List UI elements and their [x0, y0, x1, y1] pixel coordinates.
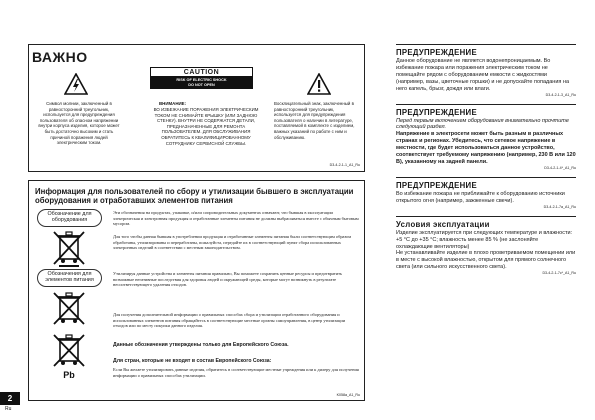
pb-label: Pb	[63, 370, 75, 380]
disposal-paragraph: Эти обозначения на продуктах, упаковке, и/или сопроводительных документах означают, что бывшая в эксплуатации электрическая и электронная продукция и отработанные элементы питания не должны выбрасываться вместе с обычным бытовым мусором.	[113, 210, 359, 227]
reference-code: D3-4-2-1-7c*_A1_Ru	[542, 271, 576, 276]
fire-warning-text: Во избежание пожара не приближайте к оборудованию источники открытого огня (например, зажженные свечи).	[396, 190, 565, 204]
crossed-bin-icon	[49, 289, 89, 327]
warning-intro-text: Перед первым включением оборудования внимательно прочтите следующий раздел.	[396, 117, 569, 131]
warning-text: Данное оборудование не является водонепроницаемым. Во избежание пожара или поражения электрическим током не помещайте рядом с оборудованием емкости с жидкостями (например, вазы, цветочные горшки) и не допускайте попадания на него капель, брызг, дождя или влаги.	[396, 58, 570, 92]
caution-text: ВО ИЗБЕЖАНИЕ ПОРАЖЕНИЯ ЭЛЕКТРИЧЕСКИМ ТОКОМ НЕ СНИМАЙТЕ КРЫШКУ (ИЛИ ЗАДНЮЮ СТЕНКУ). ВНУТРИ НЕ СОДЕРЖАТСЯ ДЕТАЛИ, ПРЕДНАЗНАЧЕННЫЕ ДЛЯ РЕМОНТА ПОЛЬЗОВАТЕЛЕМ. ДЛЯ ОБСЛУЖИВАНИЯ ОБРАТИТЕСЬ К КВАЛИФИЦИРОВАННОМУ СОТРУДНИКУ СЕРВИСНОЙ СЛУЖБЫ.	[153, 107, 259, 146]
placement-text: Не устанавливайте изделие в плохо проветриваемом помещении или в месте с высокой влажностью, открытом для прямого солнечного света (или сильного искусственного света).	[396, 250, 576, 271]
operating-conditions-heading: Условия эксплуатации	[396, 216, 576, 229]
disposal-paragraph: Если Вы желаете утилизировать данные изделия, обратитесь в соответствующие местные учреждения или к дилеру для получения информации о правильных способах утилизации.	[113, 367, 359, 378]
equipment-symbol-label: Обозначение для оборудования	[37, 209, 102, 227]
page-number: 2	[0, 392, 20, 405]
caution-label: CAUTION RISK OF ELECTRIC SHOCK DO NOT OPEN	[150, 67, 253, 89]
disposal-paragraph: Утилизируя данные устройства и элементы питания правильно, Вы поможете сохранить ценные ресурсы и предотвратить возможные негативные последствия для здоровья людей и окружающей среды, которые могут возникнуть в результате несоответствующего удаления отходов.	[113, 271, 343, 288]
operating-conditions-text: Изделие эксплуатируется при следующих температуре и влажности:	[396, 229, 573, 236]
disposal-paragraph: Для того чтобы данная бывшая в употреблении продукция и отработанные элементы питания были соответствующим образом обработаны, утилизированы и переработаны, пожалуйста, передайте их в соответствующий пункт сбора использованных электронных изделий в соответствии с местным законодательством.	[113, 234, 352, 251]
caution-risk-text: RISK OF ELECTRIC SHOCK	[176, 78, 227, 82]
caution-heading: ВНИМАНИЕ:	[159, 101, 187, 106]
warning-heading: ПРЕДУПРЕЖДЕНИЕ	[396, 177, 576, 190]
exclamation-symbol-description: Восклицательный знак, заключенный в равносторонний треугольник, используется для предупреждения пользователя о наличии в литературе, поставляемой в комплекте с изделием, важных указаний по работе с ним и обслуживанию.	[274, 101, 355, 140]
reference-code: K058a_A1_Ru	[336, 393, 360, 397]
exclamation-warning-icon	[307, 73, 331, 95]
crossed-bin-icon	[49, 227, 89, 267]
voltage-warning-text: Напряжение в электросети может быть разным в различных странах и регионах. Убедитесь, что сетевое напряжение в местности, где будет использоваться данное устройство, соответствует требуемому напряжению (например, 230 В или 120 В), указанному на задней панели.	[396, 131, 576, 165]
important-title: ВАЖНО	[32, 49, 88, 65]
reference-code: D3-4-2-1-3_A1_Ru	[545, 92, 576, 97]
warnings-column	[396, 44, 576, 282]
language-code: Ru	[5, 406, 12, 412]
reference-code: D3-4-2-1-1_A1_Ru	[329, 163, 360, 167]
lightning-symbol-description: Символ молнии, заключенный в равносторонний треугольник, используется для предупреждения пользователя об опасном напряжении внутри корпуса изделия, которое может быть достаточно высоким и стать причиной поражения людей электрическим током.	[38, 101, 120, 146]
reference-code: D3-4-2-1-4*_A1_Ru	[544, 165, 576, 170]
reference-code: D3-4-2-1-7a_A1_Ru	[543, 204, 576, 209]
disposal-info-title: Информация для пользователей по сбору и утилизации бывшего в эксплуатации оборудования и отработавших элементов питания	[35, 187, 354, 205]
disposal-paragraph: Для получения дополнительной информации о правильных способах сбора и утилизации отработанного оборудования и использованных элементов питания обращайтесь в соответствующие местные органы самоуправления, в центр утилизации отходов или по месту покупки данного изделия.	[113, 312, 346, 329]
lightning-warning-icon	[64, 73, 88, 95]
warning-heading: ПРЕДУПРЕЖДЕНИЕ	[396, 104, 576, 117]
disposal-info-box	[28, 180, 365, 401]
important-notice-box	[28, 44, 365, 172]
caution-do-not-open-text: DO NOT OPEN	[188, 83, 215, 87]
temperature-humidity-text: +5 °C до +35 °C; влажность менее 85 % (не заслоняйте охлаждающие вентиляторы)	[396, 236, 539, 250]
warning-heading: ПРЕДУПРЕЖДЕНИЕ	[396, 44, 576, 57]
eu-only-note: Данные обозначения утверждены только для Европейского Союза.	[113, 342, 289, 348]
non-eu-heading: Для стран, которые не входят в состав Европейского Союза:	[113, 358, 272, 364]
battery-symbol-label: Обозначения для элементов питания	[37, 269, 102, 287]
crossed-bin-pb-icon	[49, 331, 89, 383]
